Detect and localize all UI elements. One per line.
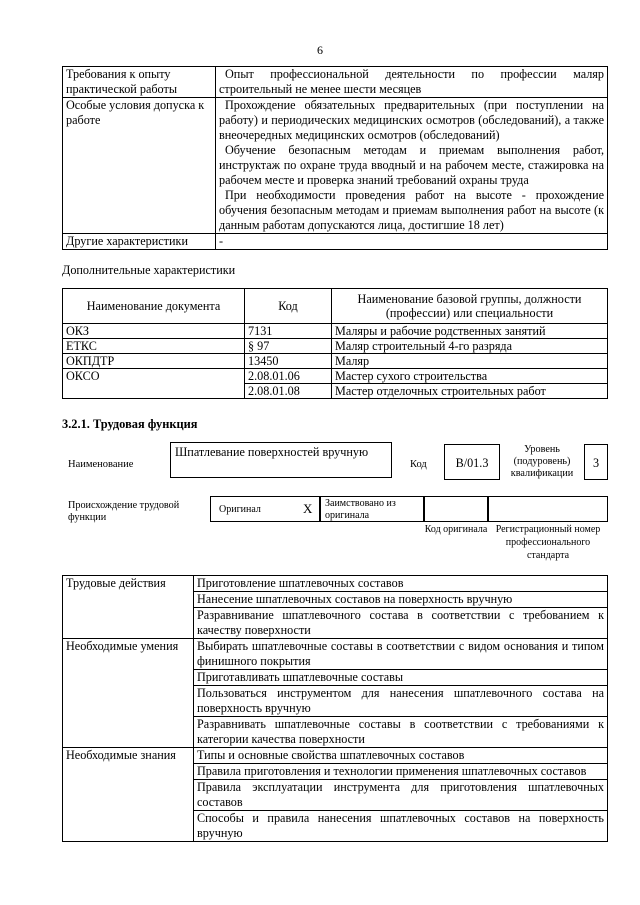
cell: ОКСО bbox=[63, 369, 245, 399]
reg-number-label: Регистрационный номер профессионального стандарта bbox=[495, 524, 601, 561]
list-item: Приготавливать шпатлевочные составы bbox=[194, 670, 608, 686]
section-title: 3.2.1. Трудовая функция bbox=[62, 417, 198, 431]
table-row bbox=[63, 639, 608, 670]
row-label: Необходимые умения bbox=[63, 639, 194, 748]
list-item: Разравнивание шпатлевочного состава в соответствии с требованием к качеству поверхности bbox=[194, 608, 608, 639]
list-item: Выбирать шпатлевочные составы в соответствии с видом основания и типом финишного покрытия bbox=[194, 639, 608, 670]
level-label: Уровень (подуровень) квалификации bbox=[510, 444, 574, 479]
cell: 7131 bbox=[245, 324, 332, 339]
row-value bbox=[216, 234, 608, 250]
col-header: Наименование базовой группы, должности (профессии) или специальности bbox=[332, 289, 608, 324]
function-detail-table bbox=[62, 575, 608, 842]
cell: Маляр bbox=[332, 354, 608, 369]
list-item: Типы и основные свойства шпатлевочных составов bbox=[194, 748, 608, 764]
row-label: Трудовые действия bbox=[63, 576, 194, 639]
paragraph: Опыт профессиональной деятельности по профессии маляр строительный не менее шести месяцев bbox=[219, 67, 604, 96]
table-row bbox=[63, 67, 608, 98]
reg-number-box bbox=[488, 496, 608, 522]
cell: ОКПДТР bbox=[63, 354, 245, 369]
orig-code-box bbox=[424, 496, 488, 522]
col-header: Код bbox=[245, 289, 332, 324]
table-row bbox=[63, 576, 608, 592]
row-label: Необходимые знания bbox=[63, 748, 194, 842]
table-row bbox=[63, 369, 608, 384]
table-row bbox=[63, 748, 608, 764]
paragraph: При необходимости проведения работ на высоте - прохождение обучения безопасным методам и приемам выполнения работ на высоте (к данным работам допускаются лица, достигшие 18 лет) bbox=[219, 188, 604, 232]
function-name-box: Шпатлевание поверхностей вручную bbox=[170, 442, 392, 478]
origin-label: Происхождение трудовой функции bbox=[68, 500, 180, 523]
row-value bbox=[216, 98, 608, 234]
function-code-box: В/01.3 bbox=[444, 444, 500, 480]
row-label: Требования к опыту практической работы bbox=[63, 67, 216, 98]
cell: Мастер отделочных строительных работ bbox=[332, 384, 608, 399]
table-row bbox=[63, 339, 608, 354]
list-item: Разравнивать шпатлевочные составы в соответствии с требованиями к категории качества поверхности bbox=[194, 717, 608, 748]
page-number: 6 bbox=[317, 43, 323, 57]
table-row bbox=[63, 324, 608, 339]
row-value bbox=[216, 67, 608, 98]
cell: ОКЗ bbox=[63, 324, 245, 339]
paragraph: Обучение безопасным методам и приемам выполнения работ, инструктаж по охране труда вводный и на рабочем месте, стажировка на рабочем месте и проверка знаний требований охраны труда bbox=[219, 143, 604, 187]
classifier-table bbox=[62, 288, 608, 399]
name-label: Наименование bbox=[68, 459, 134, 470]
cell: § 97 bbox=[245, 339, 332, 354]
col-header: Наименование документа bbox=[63, 289, 245, 324]
row-label: Другие характеристики bbox=[63, 234, 216, 250]
orig-code-label: Код оригинала bbox=[424, 524, 488, 535]
level-box: 3 bbox=[584, 444, 608, 480]
table-row bbox=[63, 234, 608, 250]
cell: Маляр строительный 4-го разряда bbox=[332, 339, 608, 354]
list-item: Способы и правила нанесения шпатлевочных составов на поверхность вручную bbox=[194, 811, 608, 842]
list-item: Нанесение шпатлевочных составов на поверхность вручную bbox=[194, 592, 608, 608]
table-row bbox=[63, 98, 608, 234]
list-item: Правила приготовления и технологии применения шпатлевочных составов bbox=[194, 764, 608, 780]
cell: Мастер сухого строительства bbox=[332, 369, 608, 384]
list-item: Пользоваться инструментом для нанесения шпатлевочного состава на поверхность вручную bbox=[194, 686, 608, 717]
table-row bbox=[63, 354, 608, 369]
cell: 2.08.01.06 bbox=[245, 369, 332, 384]
cell: ЕТКС bbox=[63, 339, 245, 354]
original-mark: X bbox=[303, 501, 313, 516]
additional-title: Дополнительные характеристики bbox=[62, 263, 236, 277]
table-header-row bbox=[63, 289, 608, 324]
original-label: Оригинал bbox=[219, 504, 261, 515]
list-item: Приготовление шпатлевочных составов bbox=[194, 576, 608, 592]
requirements-table bbox=[62, 66, 608, 250]
code-label: Код bbox=[410, 459, 427, 470]
paragraph: Прохождение обязательных предварительных (при поступлении на работу) и периодических медицинских осмотров (обследований), а также внеочередных медицинских осмотров (обследований) bbox=[219, 98, 604, 142]
cell: 13450 bbox=[245, 354, 332, 369]
row-label: Особые условия допуска к работе bbox=[63, 98, 216, 234]
cell: 2.08.01.08 bbox=[245, 384, 332, 399]
paragraph: - bbox=[219, 234, 224, 248]
borrowed-box: Заимствовано из оригинала bbox=[320, 496, 424, 522]
original-box bbox=[210, 496, 320, 522]
list-item: Правила эксплуатации инструмента для приготовления шпатлевочных составов bbox=[194, 780, 608, 811]
cell: Маляры и рабочие родственных занятий bbox=[332, 324, 608, 339]
